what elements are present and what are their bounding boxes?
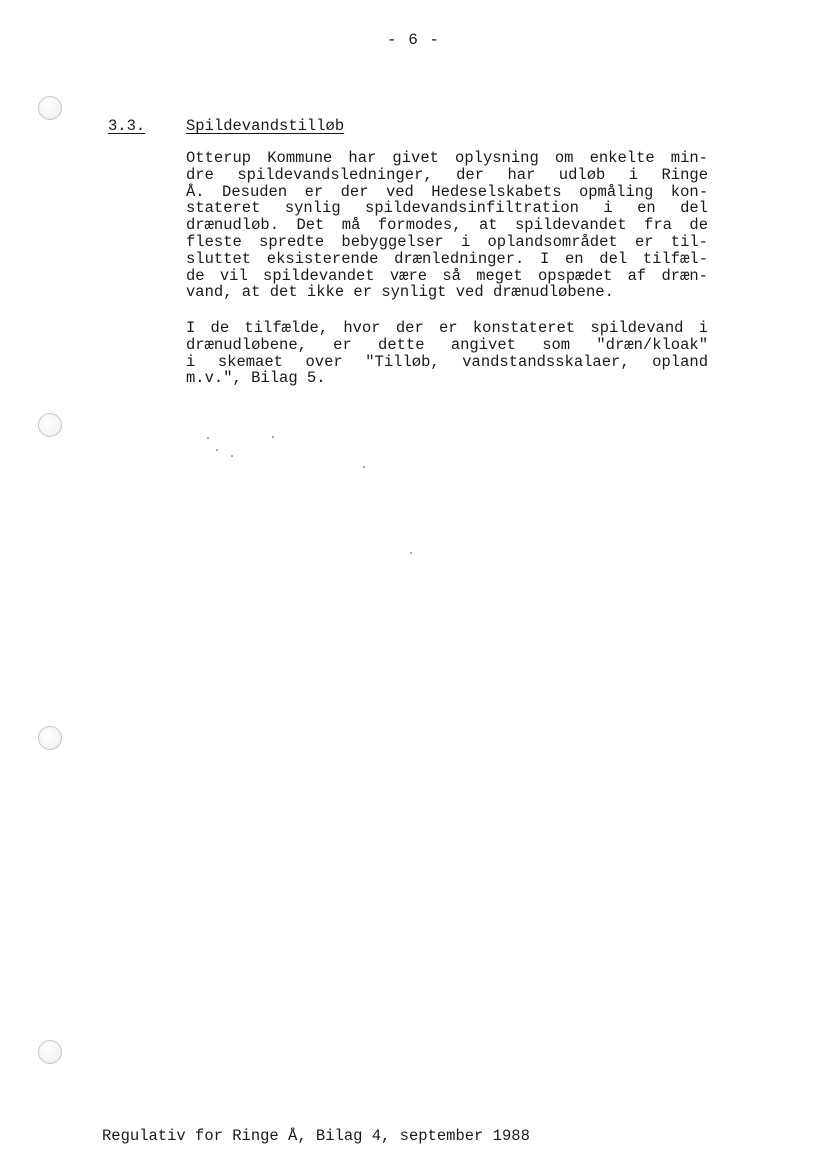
section-number: 3.3. — [108, 117, 146, 135]
scan-speck — [216, 449, 218, 451]
paragraph-1 — [186, 150, 708, 301]
punch-hole — [38, 726, 62, 750]
paragraph-line: drænudløbene, er dette angivet som "dræn/kloak" — [186, 335, 708, 354]
scan-speck — [207, 437, 209, 439]
paragraph-line: I de tilfælde, hvor der er konstateret spildevand i — [186, 319, 708, 337]
paragraph-line: vand, at det ikke er synligt ved drænudløbene. — [186, 283, 614, 302]
paragraph-line: drænudløb. Det må formodes, at spildevandet fra de — [186, 216, 708, 235]
paragraph-line: Å. Desuden er der ved Hedeselskabets opmåling kon- — [186, 182, 708, 201]
paragraph-line: de vil spildevandet være så meget opspædet af dræn- — [186, 266, 708, 285]
scan-speck — [231, 455, 233, 457]
scan-speck — [272, 436, 274, 438]
paragraph-2 — [186, 320, 708, 387]
scan-speck — [410, 552, 412, 554]
page-number: - 6 - — [386, 31, 440, 49]
section-title: Spildevandstilløb — [186, 117, 345, 135]
paragraph-line: stateret synlig spildevandsinfiltration i en del — [186, 199, 708, 218]
footer: Regulativ for Ringe Å, Bilag 4, september 1988 — [102, 1127, 530, 1145]
paragraph-line: Otterup Kommune har givet oplysning om enkelte min- — [186, 149, 708, 167]
paragraph-line: dre spildevandsledninger, der har udløb i Ringe — [186, 165, 708, 184]
punch-hole — [38, 1040, 62, 1064]
paragraph-line: i skemaet over "Tilløb, vandstandsskalaer, opland — [186, 352, 708, 371]
punch-hole — [38, 96, 62, 120]
scan-speck — [363, 466, 365, 468]
punch-hole — [38, 413, 62, 437]
paragraph-line: sluttet eksisterende drænledninger. I en del tilfæl- — [186, 249, 708, 268]
paragraph-line: fleste spredte bebyggelser i oplandsområdet er til- — [186, 232, 708, 251]
paragraph-line: m.v.", Bilag 5. — [186, 369, 326, 388]
